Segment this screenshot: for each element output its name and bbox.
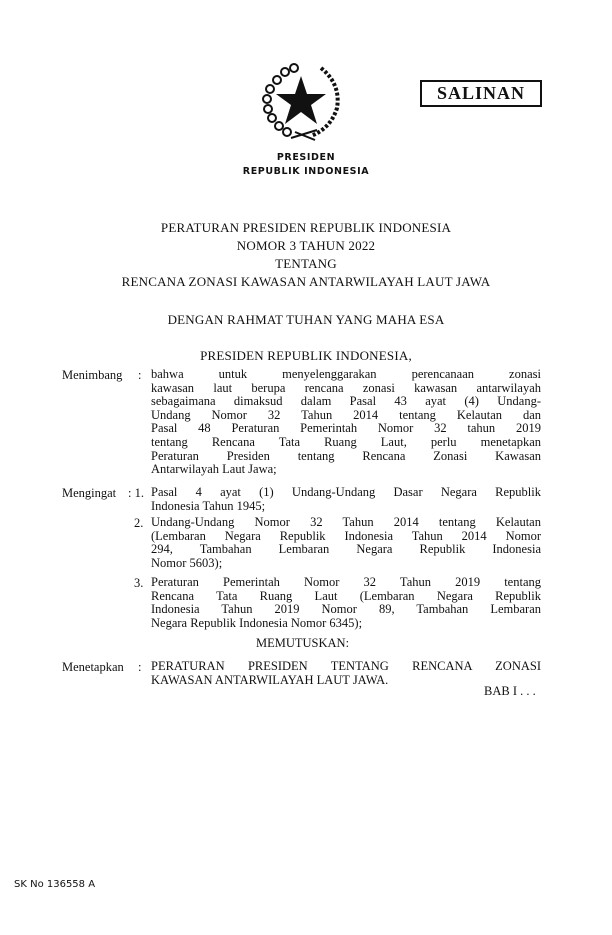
mengingat-item-text [151, 516, 541, 570]
salinan-stamp: SALINAN [420, 80, 542, 107]
text-line: Pasal 4 ayat (1) Undang-Undang Dasar Negara Republik [151, 485, 541, 499]
text-line: Antarwilayah Laut Jawa; [151, 462, 277, 477]
mengingat-label: Mengingat [62, 486, 117, 500]
text-line: Rencana Tata Ruang Laut (Lembaran Negara Republik [151, 588, 541, 603]
text-line: Undang-Undang Nomor 32 Tahun 2014 tentang Kelautan [151, 515, 541, 529]
text-line: sebagaimana dimaksud dalam Pasal 43 ayat (4) Undang- [151, 394, 541, 409]
regulation-number: NOMOR 3 TAHUN 2022 [236, 238, 376, 253]
regulation-subject: RENCANA ZONASI KAWASAN ANTARWILAYAH LAUT JAWA [121, 274, 491, 289]
menetapkan-colon: : [138, 660, 142, 674]
text-line: Peraturan Presiden tentang Rencana Zonasi Kawasan [151, 448, 541, 463]
continuation-marker: BAB I . . . [484, 684, 536, 698]
emblem-caption-republic: REPUBLIK INDONESIA [242, 166, 370, 177]
text-line: KAWASAN ANTARWILAYAH LAUT JAWA. [151, 672, 389, 687]
text-line: Negara Republik Indonesia Nomor 6345); [151, 615, 363, 630]
menetapkan-text [151, 660, 541, 687]
menetapkan-label: Menetapkan [62, 660, 124, 674]
text-line: Indonesia Tahun 2019 Nomor 89, Tambahan Lembaran [151, 602, 541, 617]
text-line: Peraturan Pemerintah Nomor 32 Tahun 2019 tentang [151, 575, 541, 589]
text-line: bahwa untuk menyelenggarakan perencanaan zonasi [151, 367, 541, 381]
text-line: PERATURAN PRESIDEN TENTANG RENCANA ZONASI [151, 659, 541, 673]
text-line: kawasan laut berupa rencana zonasi kawasan antarwilayah [151, 380, 541, 395]
text-line: 294, Tambahan Lembaran Negara Republik Indonesia [151, 542, 541, 557]
regulation-about: TENTANG [275, 256, 337, 271]
text-line: Indonesia Tahun 1945; [151, 498, 266, 513]
garuda-emblem-icon [255, 62, 347, 142]
text-line: Pasal 48 Peraturan Pemerintah Nomor 32 tahun 2019 [151, 421, 541, 436]
text-line: Undang Nomor 32 Tahun 2014 tentang Kelautan dan [151, 407, 541, 422]
president-heading: PRESIDEN REPUBLIK INDONESIA, [200, 348, 412, 363]
menimbang-colon: : [138, 368, 142, 382]
mengingat-item-number: 3. [134, 576, 144, 590]
invocation: DENGAN RAHMAT TUHAN YANG MAHA ESA [167, 312, 445, 327]
mengingat-item-number: : 1. [128, 486, 144, 500]
menimbang-text [151, 368, 541, 477]
text-line: (Lembaran Negara Republik Indonesia Tahun 2014 Nomor [151, 528, 541, 543]
mengingat-item-text [151, 576, 541, 630]
memutuskan-heading: MEMUTUSKAN: [256, 636, 350, 650]
menimbang-label: Menimbang [62, 368, 123, 382]
regulation-title: PERATURAN PRESIDEN REPUBLIK INDONESIA [160, 220, 452, 235]
mengingat-item-text [151, 486, 541, 513]
text-line: Nomor 5603); [151, 555, 223, 570]
text-line: tentang Rencana Tata Ruang Laut, perlu menetapkan [151, 434, 541, 449]
mengingat-item-number: 2. [134, 516, 144, 530]
emblem-caption-president: PRESIDEN [276, 152, 336, 163]
sk-number: SK No 136558 A [14, 879, 96, 890]
